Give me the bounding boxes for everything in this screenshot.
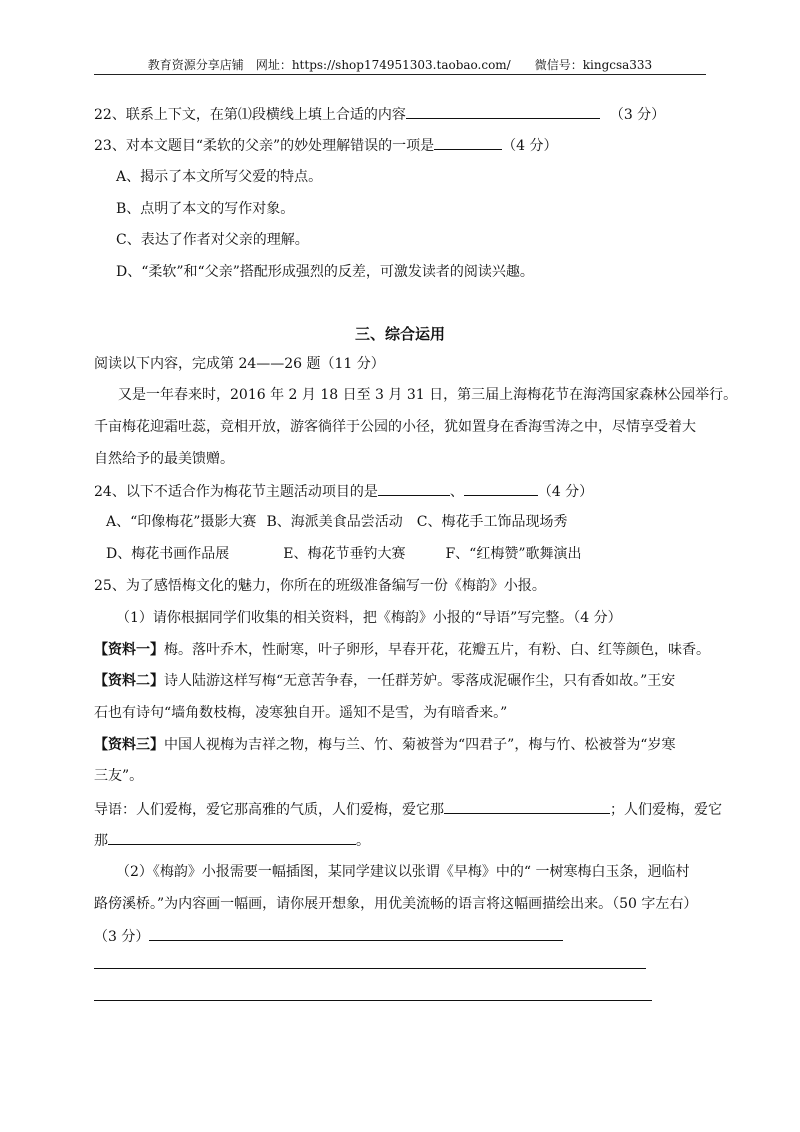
q23-option-a: A、揭示了本文所写父爱的特点。: [116, 169, 323, 185]
guide-answer-blank-1[interactable]: [444, 799, 610, 814]
q24-option-f: F、“红梅赞”歌舞演出: [445, 546, 582, 562]
q24-answer-blank-2[interactable]: [464, 481, 538, 496]
passage-line-1: 又是一年春来时，2016 年 2 月 18 日至 3 月 31 日，第三届上海梅花节在海湾国家森林公园举行。: [118, 387, 738, 403]
guide-text-a: 导语：人们爱梅，爱它那高雅的气质，人们爱梅，爱它那: [94, 802, 444, 818]
q25-sub-2-score-line: [94, 926, 563, 947]
guide-line-1: [94, 799, 722, 820]
passage-line-3: 自然给予的最美馈赠。: [94, 451, 234, 467]
q24-options-row-1: [106, 512, 567, 532]
material-3-text-1: 中国人视梅为吉祥之物，梅与兰、竹、菊被誉为“四君子”，梅与竹、松被誉为“岁寒: [164, 737, 676, 753]
question-22: [94, 104, 665, 125]
q24-options-row-2: [106, 544, 582, 564]
material-2-text-2: 石也有诗句“墙角数枝梅，凌寒独自开。遥知不是雪，为有暗香来。”: [94, 705, 508, 721]
q23-option-d: D、“柔软”和“父亲”搭配形成强烈的反差，可激发读者的阅读兴趣。: [116, 264, 534, 280]
q23-option-c: C、表达了作者对父亲的理解。: [116, 232, 309, 248]
section-title: 三、综合运用: [354, 325, 445, 343]
q24-option-b: B、海派美食品尝活动: [266, 514, 403, 530]
drawing-answer-blank-1[interactable]: [149, 926, 563, 941]
header-url-label: 网址：: [255, 58, 292, 72]
q24-option-e: E、梅花节垂钓大赛: [283, 546, 406, 562]
material-3-text-2: 三友”。: [94, 768, 144, 784]
q25-sub-1: （1）请你根据同学们收集的相关资料，把《梅韵》小报的“导语”写完整。（4 分）: [116, 610, 622, 626]
q24-score: （4 分）: [537, 484, 594, 500]
q23-option-b: B、点明了本文的写作对象。: [116, 201, 295, 217]
q23-text: 23、对本文题目“柔软的父亲”的妙处理解错误的一项是: [94, 138, 435, 154]
page-header: [94, 56, 706, 74]
material-1-label: 【资料一】: [94, 642, 164, 658]
q25-sub-2-score: （3 分）: [94, 929, 150, 945]
q24-answer-blank-1[interactable]: [378, 481, 450, 496]
guide-answer-blank-2[interactable]: [108, 830, 356, 845]
q25-sub-2-line-1: （2）《梅韵》小报需要一幅插图，某同学建议以张谓《早梅》中的“ 一树寒梅白玉条，迥临村: [116, 864, 690, 880]
header-rule: [94, 74, 706, 75]
material-2: [94, 671, 675, 691]
question-23: [94, 135, 558, 156]
q25-sub-2-line-2: 路傍溪桥。”为内容画一幅画，请你展开想象，用优美流畅的语言将这幅画描绘出来。（50 字左右）: [94, 896, 698, 912]
header-wechat: 微信号：kingcsa333: [534, 58, 653, 72]
material-3: [94, 735, 675, 755]
question-24: [94, 481, 593, 502]
material-1: [94, 640, 710, 660]
q24-sep: 、: [449, 484, 464, 500]
guide-text-c: 那: [94, 833, 108, 849]
q24-option-a: A、“印像梅花”摄影大赛: [106, 514, 257, 530]
q24-option-d: D、梅花书画作品展: [106, 546, 230, 562]
section-intro: 阅读以下内容，完成第 24——26 题（11 分）: [94, 356, 385, 372]
guide-line-2: [94, 830, 370, 851]
drawing-answer-line-2[interactable]: [94, 968, 646, 969]
material-2-label: 【资料二】: [94, 673, 164, 689]
header-url[interactable]: https://shop174951303.taobao.com/: [291, 58, 511, 72]
material-3-label: 【资料三】: [94, 737, 164, 753]
drawing-answer-line-3[interactable]: [94, 1000, 652, 1001]
q22-score: （3 分）: [609, 107, 666, 123]
passage-line-2: 千亩梅花迎霜吐蕊，竞相开放，游客徜徉于公园的小径，犹如置身在香海雪涛之中，尽情享受着大: [94, 419, 696, 435]
material-1-text: 梅。落叶乔木，性耐寒，叶子卵形，早春开花，花瓣五片，有粉、白、红等颜色，味香。: [164, 642, 710, 658]
guide-text-b: ；人们爱梅，爱它: [610, 802, 722, 818]
header-shop: 教育资源分享店铺: [147, 58, 244, 72]
q24-text: 24、以下不适合作为梅花节主题活动项目的是: [94, 484, 378, 500]
q22-text: 22、联系上下文，在第⑴段横线上填上合适的内容: [94, 107, 406, 123]
q24-option-c: C、梅花手工饰品现场秀: [416, 514, 568, 530]
question-25: 25、为了感悟梅文化的魅力，你所在的班级准备编写一份《梅韵》小报。: [94, 578, 546, 594]
q23-score: （4 分）: [502, 138, 558, 154]
guide-end: 。: [356, 833, 370, 849]
material-2-text-1: 诗人陆游这样写梅“无意苦争春，一任群芳妒。零落成泥碾作尘，只有香如故。”王安: [164, 673, 676, 689]
q22-answer-blank[interactable]: [406, 104, 600, 119]
q23-answer-blank[interactable]: [434, 135, 502, 150]
